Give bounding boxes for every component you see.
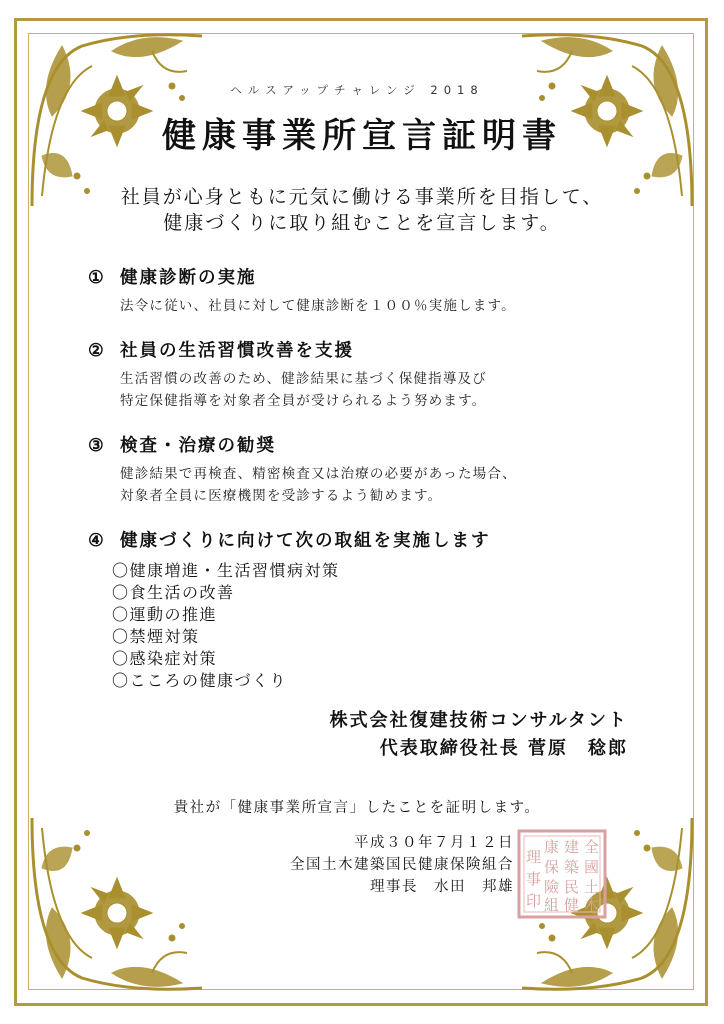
svg-text:土: 土 [584,878,600,896]
svg-text:民: 民 [564,878,580,896]
item-number: ① [88,268,106,288]
issuer-chairman: 理事長 水田 邦雄 [370,879,514,895]
item-body-line: 対象者全員に医療機関を受診するよう勧めます。 [120,488,443,504]
issuer-organization: 全国土木建築国民健康保険組合 [290,857,514,873]
certification-statement: 貴社が「健康事業所宣言」したことを証明します。 [173,800,541,816]
svg-text:保: 保 [544,858,560,876]
issuer-block [290,832,514,898]
official-seal [516,828,608,920]
certificate-title: 健康事業所宣言証明書 [162,116,562,156]
svg-text:全: 全 [584,838,600,856]
intro-statement [0,184,724,236]
declaration-item [88,432,648,507]
item-body [120,368,648,412]
svg-text:國: 國 [584,858,600,876]
svg-text:木: 木 [584,896,600,914]
item-heading [88,527,648,552]
item-heading-text: 検査・治療の勧奨 [120,436,276,456]
item-heading [88,432,648,457]
initiative-list [112,560,648,692]
svg-text:築: 築 [564,858,580,876]
item-number: ③ [88,436,106,456]
company-name: 株式会社復建技術コンサルタント [329,710,628,731]
item-heading-text: 社員の生活習慣改善を支援 [120,341,354,361]
corner-ornament-bottom-left [22,808,212,998]
company-block [330,707,628,763]
item-heading [88,337,648,362]
item-body-line: 特定保健指導を対象者全員が受けられるよう努めます。 [120,393,487,409]
declaration-item [88,264,648,317]
svg-text:事: 事 [526,870,542,888]
svg-text:組: 組 [544,896,560,914]
list-item: 〇健康増進・生活習慣病対策 [112,561,340,580]
item-body-line: 法令に従い、社員に対して健康診断を１００％実施します。 [120,298,516,314]
svg-text:康: 康 [544,838,560,856]
item-heading [88,264,648,289]
list-item: 〇食生活の改善 [112,583,235,602]
item-number: ④ [88,531,106,551]
issue-date: 平成３０年７月１２日 [354,835,514,851]
item-body-line: 生活習慣の改善のため、健診結果に基づく保健指導及び [120,371,487,387]
svg-text:險: 險 [544,878,560,896]
intro-line: 健康づくりに取り組むことを宣言します。 [163,212,561,234]
item-body [120,463,648,507]
list-item: 〇感染症対策 [112,649,218,668]
company-representative: 代表取締役社長 菅原 稔郎 [379,738,628,759]
declaration-items [88,264,648,712]
certificate-subtitle: ヘルスアップチャレンジ 2018 [230,83,484,97]
item-heading-text: 健康づくりに向けて次の取組を実施します [120,531,491,551]
declaration-item [88,527,648,692]
list-item: 〇こころの健康づくり [112,671,288,690]
svg-text:健: 健 [564,896,580,914]
item-body [120,295,648,317]
list-item: 〇運動の推進 [112,605,218,624]
intro-line: 社員が心身ともに元気に働ける事業所を目指して、 [120,186,604,208]
item-heading-text: 健康診断の実施 [120,268,257,288]
item-body-line: 健診結果で再検査、精密検査又は治療の必要があった場合、 [120,466,517,482]
item-number: ② [88,341,106,361]
declaration-item [88,337,648,412]
svg-text:建: 建 [564,838,580,856]
svg-text:理: 理 [526,848,542,866]
list-item: 〇禁煙対策 [112,627,200,646]
svg-text:印: 印 [526,892,542,910]
